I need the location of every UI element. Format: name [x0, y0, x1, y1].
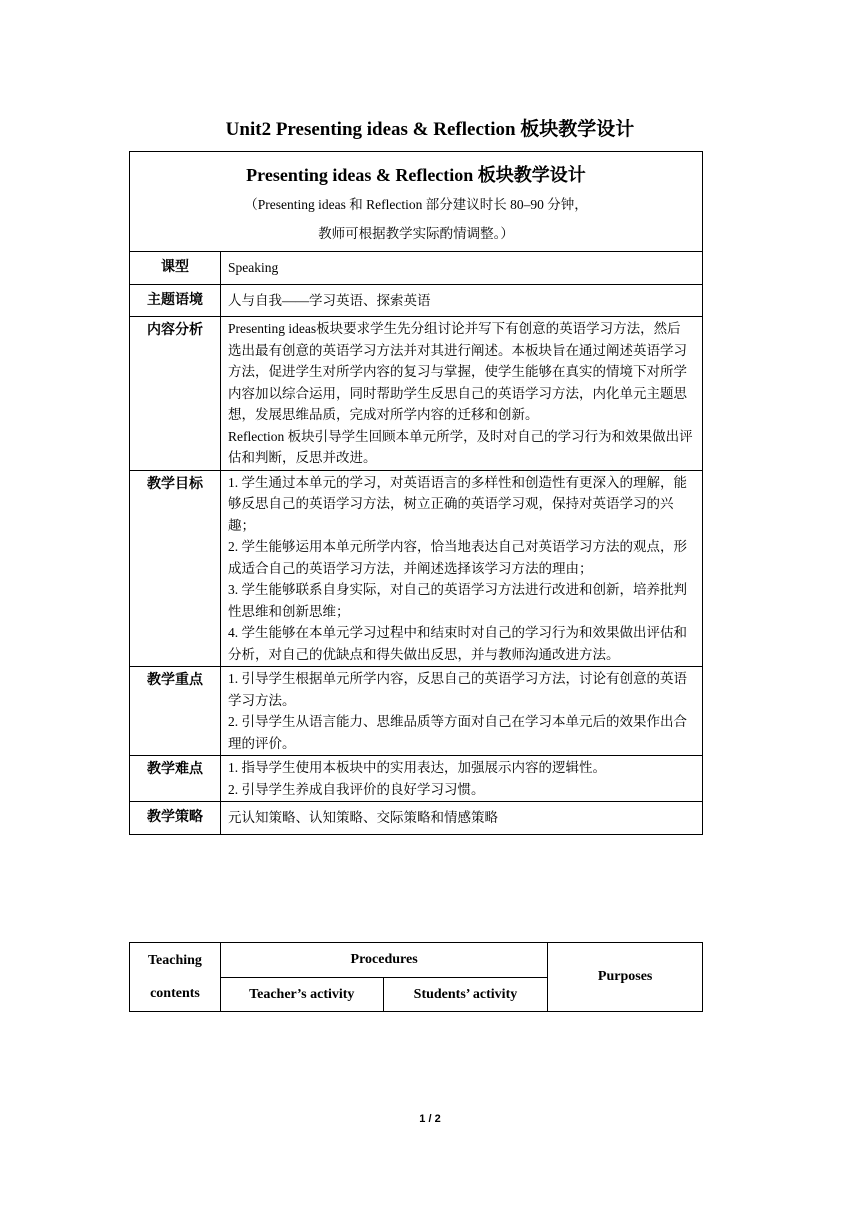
row-paragraph: Reflection 板块引导学生回顾本单元所学，及时对自己的学习行为和效果做出评估和判断，反思并改进。 [228, 428, 693, 465]
table-row [130, 252, 703, 285]
row-label: 课型 [130, 252, 221, 285]
teaching-contents-line2: contents [150, 986, 200, 1001]
row-paragraph: 2. 引导学生养成自我评价的良好学习习惯。 [228, 781, 485, 797]
row-label: 教学目标 [130, 470, 221, 667]
purposes-header: Purposes [548, 943, 703, 1012]
document-title: Unit2 Presenting ideas & Reflection 板块教学设计 [225, 119, 635, 140]
table-row [130, 802, 703, 835]
table-body [130, 252, 703, 835]
row-paragraph: 1. 指导学生使用本板块中的实用表达，加强展示内容的逻辑性。 [228, 760, 606, 775]
row-content [221, 252, 703, 285]
table-row [130, 317, 703, 471]
table-row [130, 756, 703, 802]
procedures-header: Procedures [220, 943, 547, 978]
row-paragraph: 2. 引导学生从语言能力、思维品质等方面对自己在学习本单元后的效果作出合理的评价。 [228, 714, 687, 751]
table-row [130, 470, 703, 667]
row-label: 教学策略 [130, 802, 221, 835]
page-number: 1 / 2 [419, 1113, 441, 1125]
row-content [221, 756, 703, 802]
row-content [221, 802, 703, 835]
procedures-header-row [130, 943, 703, 978]
teaching-contents-line1: Teaching [147, 953, 202, 968]
row-content [221, 667, 703, 756]
procedures-table [129, 942, 703, 1012]
table-header-row [130, 152, 703, 252]
table-header-note-line2: 教师可根据教学实际酌情调整。） [318, 226, 514, 241]
students-activity-header: Students’ activity [383, 977, 548, 1012]
table-header-cell [130, 152, 703, 252]
row-content [221, 317, 703, 471]
table-header-note-line1: （Presenting ideas 和 Reflection 部分建议时长 80–90 分钟， [244, 197, 588, 212]
row-paragraph: 4. 学生能够在本单元学习过程中和结束时对自己的学习行为和效果做出评估和分析，对自己的优缺点和得失做出反思，并与教师沟通改进方法。 [228, 625, 687, 662]
row-label: 教学难点 [130, 756, 221, 802]
teacher-activity-header: Teacher’s activity [220, 977, 383, 1012]
lesson-design-table [129, 151, 703, 835]
teaching-contents-header [130, 943, 221, 1012]
table-row [130, 284, 703, 317]
table-header-title: Presenting ideas & Reflection 板块教学设计 [246, 165, 586, 185]
row-paragraph: Presenting ideas板块要求学生先分组讨论并写下有创意的英语学习方法，然后选出最有创意的英语学习方法并对其进行阐述。本板块旨在通过阐述英语学习方法，促进学生对所学内容的复习与掌握，使学生能够在真实的情境下对所学内容加以综合运用，同时帮助学生反思自己的英语学习方法，内化单元主题思想，发展思维品质，完成对所学内容的迁移和创新。 [228, 321, 687, 422]
row-label: 内容分析 [130, 317, 221, 471]
row-paragraph: Speaking [228, 260, 279, 275]
row-paragraph: 2. 学生能够运用本单元所学内容，恰当地表达自己对英语学习方法的观点，形成适合自己的英语学习方法，并阐述选择该学习方法的理由； [228, 539, 687, 576]
row-label: 教学重点 [130, 667, 221, 756]
row-paragraph: 1. 学生通过本单元的学习，对英语语言的多样性和创造性有更深入的理解，能够反思自己的英语学习方法，树立正确的英语学习观，保持对英语学习的兴趣； [228, 474, 687, 533]
row-label: 主题语境 [130, 284, 221, 317]
row-paragraph: 1. 引导学生根据单元所学内容，反思自己的英语学习方法，讨论有创意的英语学习方法。 [228, 671, 687, 708]
row-paragraph: 3. 学生能够联系自身实际，对自己的英语学习方法进行改进和创新，培养批判性思维和创新思维； [228, 582, 687, 619]
table-row [130, 667, 703, 756]
row-content [221, 284, 703, 317]
row-content [221, 470, 703, 667]
row-paragraph: 人与自我——学习英语、探索英语 [228, 292, 431, 308]
row-paragraph: 元认知策略、认知策略、交际策略和情感策略 [228, 810, 498, 825]
